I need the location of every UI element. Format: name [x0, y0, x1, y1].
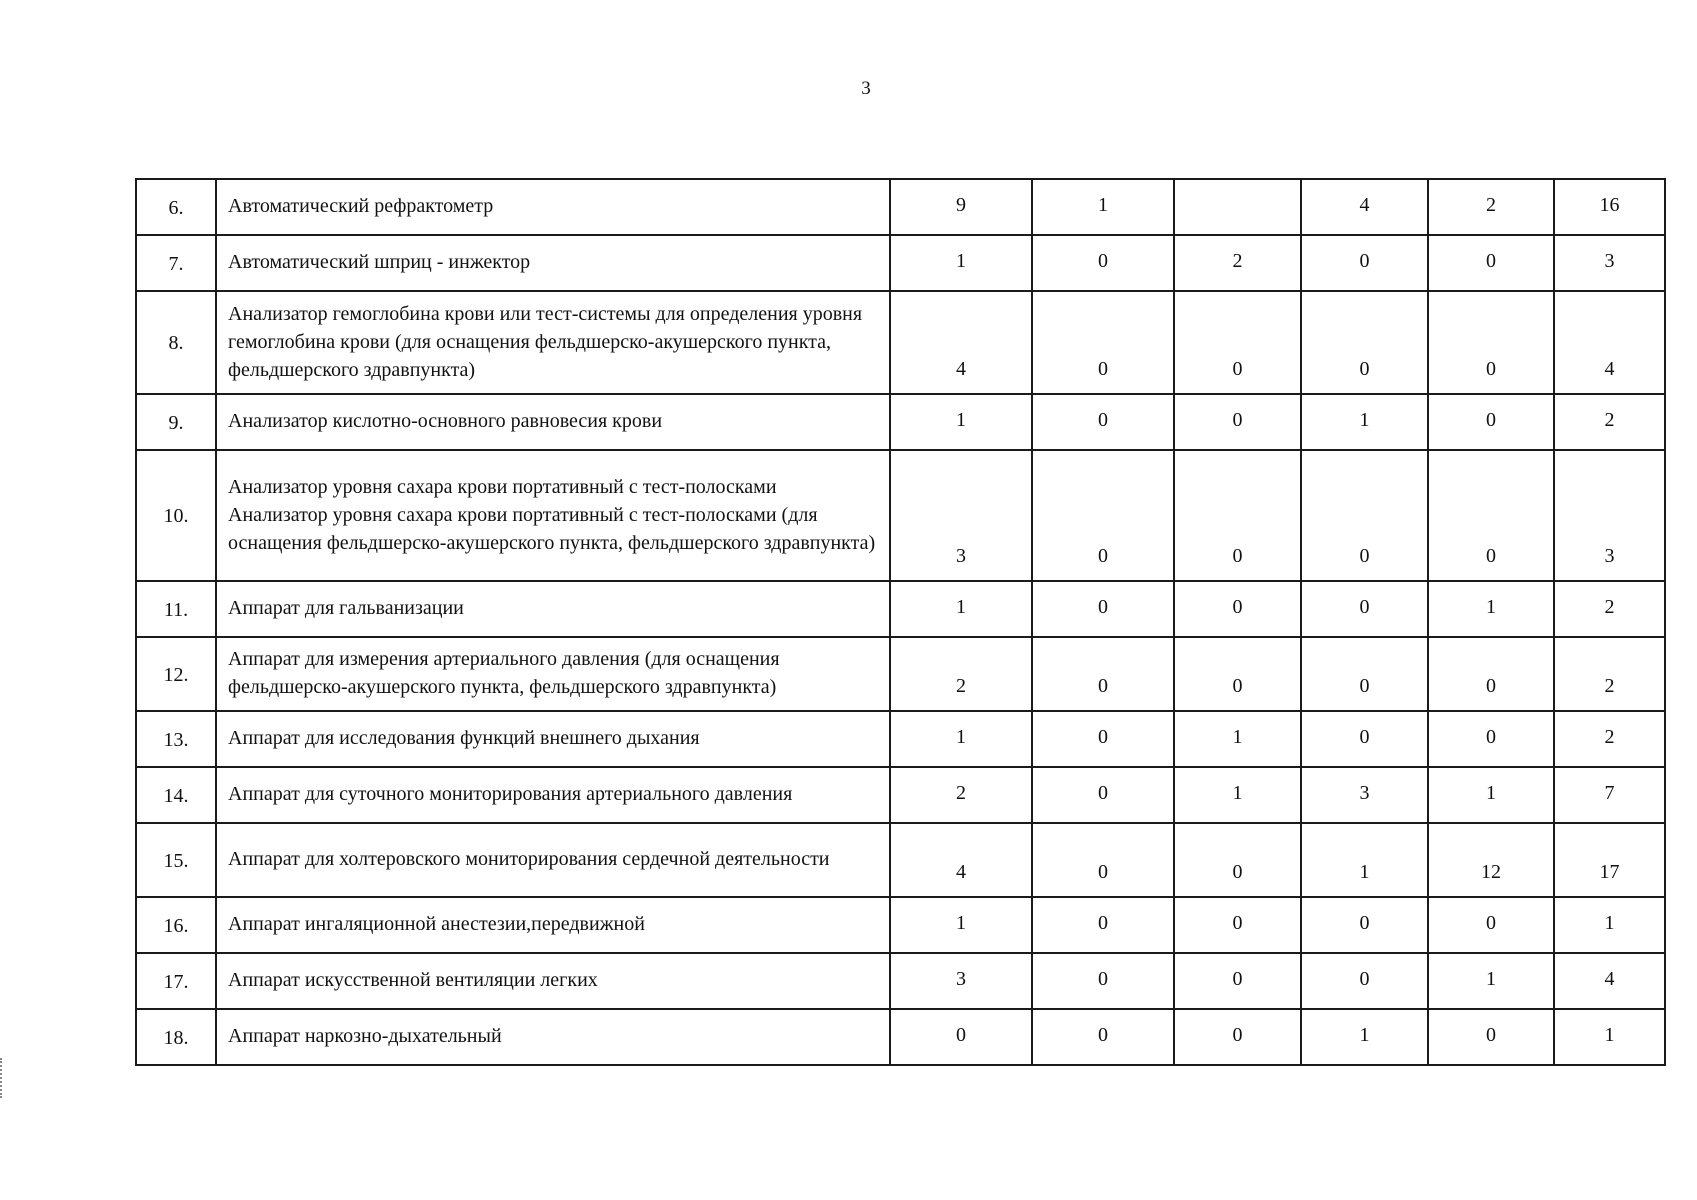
quantity-cell-5: 0	[1428, 1009, 1554, 1065]
quantity-cell-3: 1	[1174, 767, 1301, 823]
quantity-cell-4: 0	[1301, 235, 1428, 291]
table-body	[136, 179, 1665, 1065]
quantity-cell-6: 16	[1554, 179, 1665, 235]
quantity-cell-2: 0	[1032, 291, 1174, 394]
quantity-cell-2: 0	[1032, 767, 1174, 823]
quantity-cell-4: 0	[1301, 637, 1428, 711]
table-row	[136, 897, 1665, 953]
quantity-cell-2: 0	[1032, 823, 1174, 897]
equipment-name: Аппарат искусственной вентиляции легких	[216, 953, 890, 1009]
quantity-cell-3	[1174, 179, 1301, 235]
table-row	[136, 581, 1665, 637]
quantity-cell-3: 1	[1174, 711, 1301, 767]
equipment-name: Анализатор уровня сахара крови портативный с тест-полосками Анализатор уровня сахара крови портативный с тест-полосками (для оснащения фельдшерско-акушерского пункта, фельдшерского здравпункта)	[216, 450, 890, 581]
table-row	[136, 1009, 1665, 1065]
quantity-cell-4: 0	[1301, 291, 1428, 394]
quantity-cell-1: 3	[890, 953, 1032, 1009]
equipment-name: Аппарат наркозно-дыхательный	[216, 1009, 890, 1065]
quantity-cell-4: 0	[1301, 581, 1428, 637]
row-number: 14.	[136, 767, 216, 823]
equipment-name: Автоматический рефрактометр	[216, 179, 890, 235]
quantity-cell-5: 2	[1428, 179, 1554, 235]
quantity-cell-3: 0	[1174, 897, 1301, 953]
quantity-cell-4: 0	[1301, 897, 1428, 953]
equipment-name: Аппарат для гальванизации	[216, 581, 890, 637]
quantity-cell-2: 0	[1032, 637, 1174, 711]
table-row	[136, 179, 1665, 235]
quantity-cell-1: 3	[890, 450, 1032, 581]
quantity-cell-6: 4	[1554, 953, 1665, 1009]
quantity-cell-1: 1	[890, 581, 1032, 637]
quantity-cell-4: 1	[1301, 1009, 1428, 1065]
table-row	[136, 711, 1665, 767]
row-number: 12.	[136, 637, 216, 711]
quantity-cell-2: 1	[1032, 179, 1174, 235]
quantity-cell-6: 7	[1554, 767, 1665, 823]
quantity-cell-6: 2	[1554, 711, 1665, 767]
equipment-name: Аппарат для холтеровского мониторирования сердечной деятельности	[216, 823, 890, 897]
quantity-cell-5: 1	[1428, 767, 1554, 823]
quantity-cell-4: 1	[1301, 823, 1428, 897]
quantity-cell-2: 0	[1032, 394, 1174, 450]
quantity-cell-2: 0	[1032, 1009, 1174, 1065]
quantity-cell-6: 2	[1554, 581, 1665, 637]
quantity-cell-1: 0	[890, 1009, 1032, 1065]
equipment-name: Аппарат для измерения артериального давления (для оснащения фельдшерско-акушерского пункта, фельдшерского здравпункта)	[216, 637, 890, 711]
row-number: 6.	[136, 179, 216, 235]
quantity-cell-4: 3	[1301, 767, 1428, 823]
equipment-name: Автоматический шприц - инжектор	[216, 235, 890, 291]
quantity-cell-3: 2	[1174, 235, 1301, 291]
quantity-cell-1: 4	[890, 823, 1032, 897]
row-number: 11.	[136, 581, 216, 637]
row-number: 8.	[136, 291, 216, 394]
equipment-table	[135, 178, 1666, 1066]
quantity-cell-5: 0	[1428, 637, 1554, 711]
row-number: 13.	[136, 711, 216, 767]
quantity-cell-4: 1	[1301, 394, 1428, 450]
quantity-cell-6: 1	[1554, 897, 1665, 953]
row-number: 7.	[136, 235, 216, 291]
quantity-cell-5: 0	[1428, 291, 1554, 394]
quantity-cell-3: 0	[1174, 394, 1301, 450]
quantity-cell-1: 9	[890, 179, 1032, 235]
quantity-cell-6: 3	[1554, 235, 1665, 291]
quantity-cell-1: 4	[890, 291, 1032, 394]
quantity-cell-6: 3	[1554, 450, 1665, 581]
table-row	[136, 767, 1665, 823]
quantity-cell-3: 0	[1174, 637, 1301, 711]
equipment-name: Анализатор кислотно-основного равновесия крови	[216, 394, 890, 450]
quantity-cell-6: 2	[1554, 637, 1665, 711]
quantity-cell-6: 17	[1554, 823, 1665, 897]
quantity-cell-3: 0	[1174, 581, 1301, 637]
equipment-name: Аппарат для исследования функций внешнего дыхания	[216, 711, 890, 767]
quantity-cell-3: 0	[1174, 291, 1301, 394]
quantity-cell-6: 2	[1554, 394, 1665, 450]
table-row	[136, 953, 1665, 1009]
quantity-cell-6: 1	[1554, 1009, 1665, 1065]
table-row	[136, 394, 1665, 450]
row-number: 18.	[136, 1009, 216, 1065]
row-number: 10.	[136, 450, 216, 581]
quantity-cell-2: 0	[1032, 450, 1174, 581]
quantity-cell-5: 0	[1428, 394, 1554, 450]
quantity-cell-1: 1	[890, 711, 1032, 767]
row-number: 9.	[136, 394, 216, 450]
quantity-cell-1: 2	[890, 767, 1032, 823]
quantity-cell-4: 0	[1301, 450, 1428, 581]
quantity-cell-5: 0	[1428, 235, 1554, 291]
quantity-cell-2: 0	[1032, 897, 1174, 953]
quantity-cell-3: 0	[1174, 953, 1301, 1009]
quantity-cell-5: 0	[1428, 450, 1554, 581]
table-row	[136, 291, 1665, 394]
quantity-cell-5: 0	[1428, 897, 1554, 953]
quantity-cell-5: 0	[1428, 711, 1554, 767]
equipment-name: Аппарат ингаляционной анестезии,передвижной	[216, 897, 890, 953]
quantity-cell-4: 0	[1301, 711, 1428, 767]
quantity-cell-2: 0	[1032, 953, 1174, 1009]
quantity-cell-2: 0	[1032, 235, 1174, 291]
equipment-name: Анализатор гемоглобина крови или тест-системы для определения уровня гемоглобина крови (для оснащения фельдшерско-акушерского пункта, фельдшерского здравпункта)	[216, 291, 890, 394]
quantity-cell-1: 1	[890, 235, 1032, 291]
table-row	[136, 235, 1665, 291]
quantity-cell-3: 0	[1174, 1009, 1301, 1065]
table-row	[136, 823, 1665, 897]
scan-edge-mark	[0, 1058, 5, 1098]
quantity-cell-3: 0	[1174, 823, 1301, 897]
quantity-cell-5: 12	[1428, 823, 1554, 897]
quantity-cell-2: 0	[1032, 711, 1174, 767]
quantity-cell-4: 0	[1301, 953, 1428, 1009]
quantity-cell-1: 1	[890, 897, 1032, 953]
table-row	[136, 450, 1665, 581]
equipment-name: Аппарат для суточного мониторирования артериального давления	[216, 767, 890, 823]
quantity-cell-5: 1	[1428, 581, 1554, 637]
row-number: 15.	[136, 823, 216, 897]
table-row	[136, 637, 1665, 711]
row-number: 16.	[136, 897, 216, 953]
quantity-cell-5: 1	[1428, 953, 1554, 1009]
quantity-cell-6: 4	[1554, 291, 1665, 394]
quantity-cell-3: 0	[1174, 450, 1301, 581]
row-number: 17.	[136, 953, 216, 1009]
quantity-cell-2: 0	[1032, 581, 1174, 637]
quantity-cell-1: 2	[890, 637, 1032, 711]
page-number: 3	[861, 78, 871, 99]
quantity-cell-4: 4	[1301, 179, 1428, 235]
quantity-cell-1: 1	[890, 394, 1032, 450]
